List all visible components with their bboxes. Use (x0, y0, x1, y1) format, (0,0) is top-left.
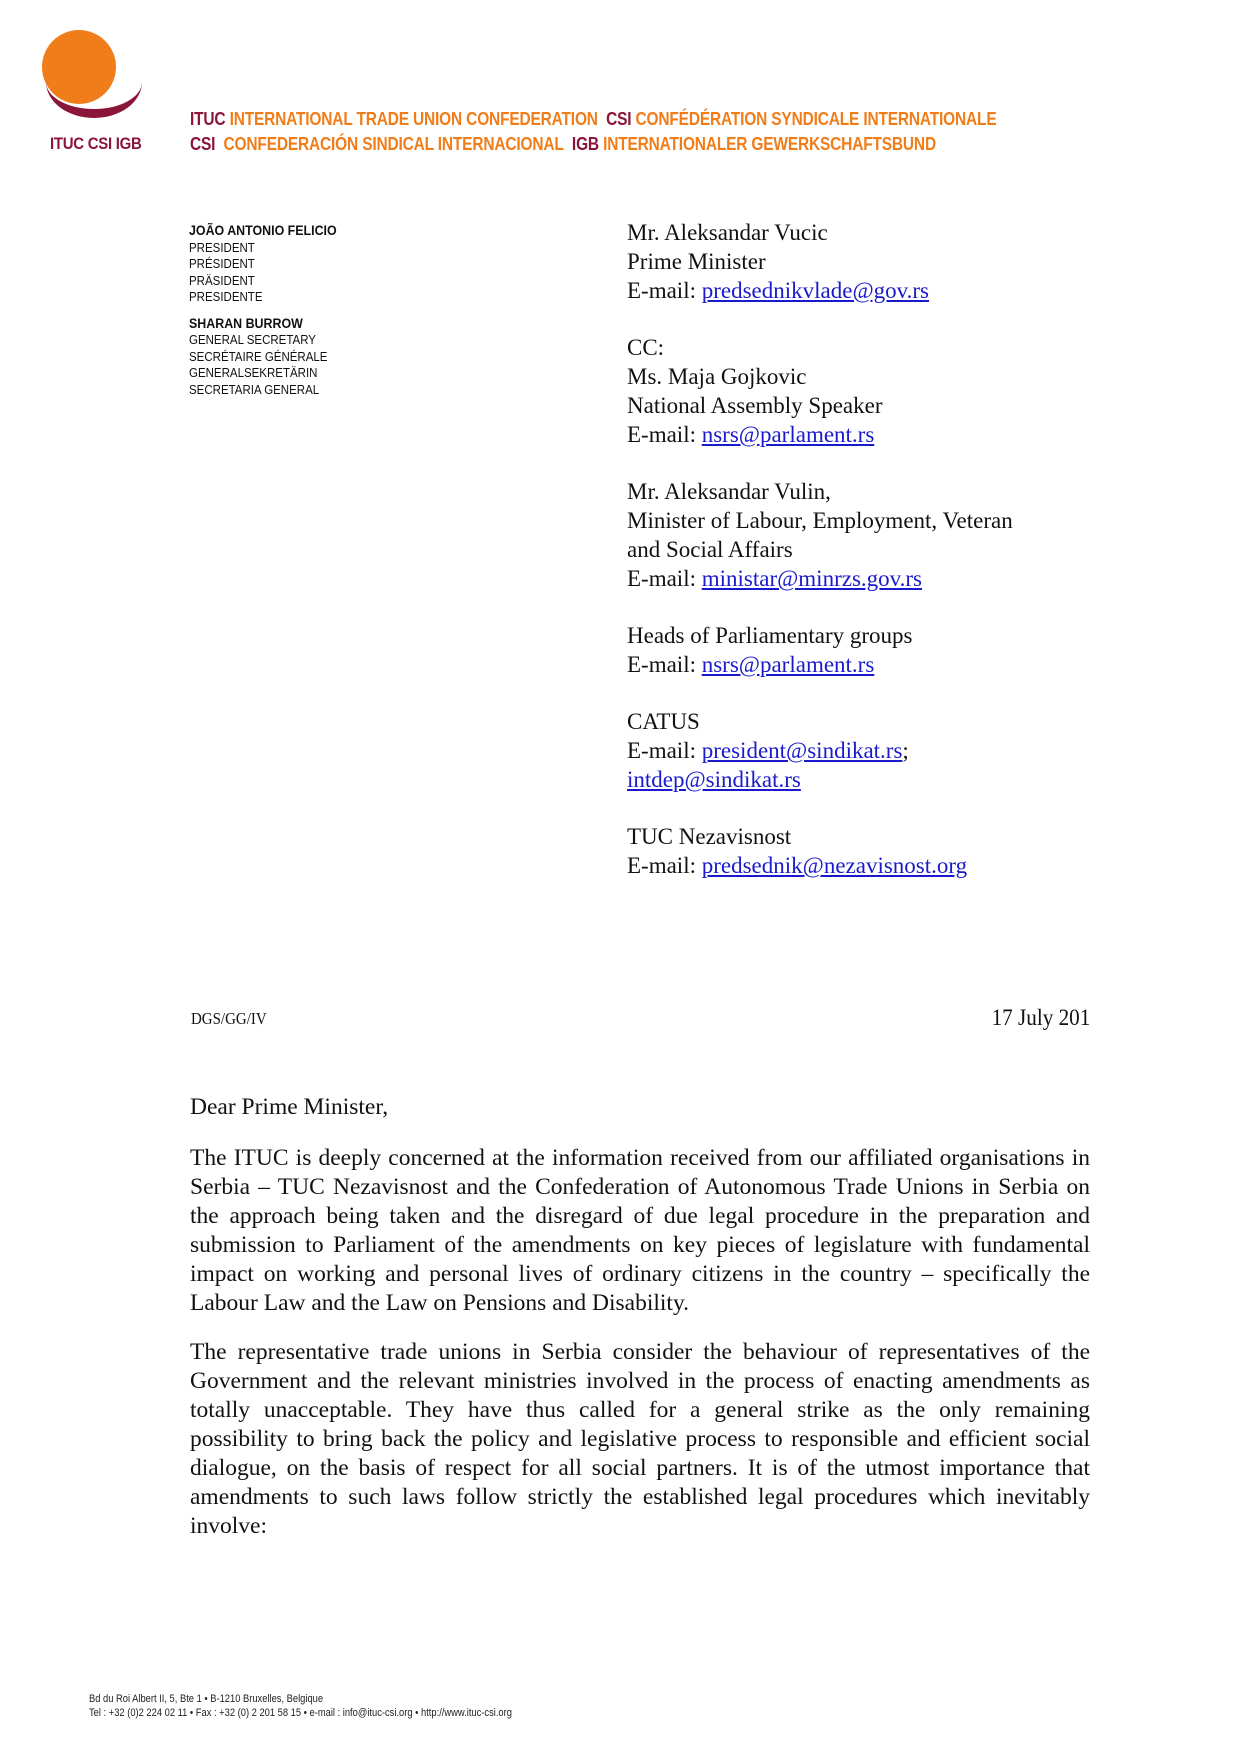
officer-title: PRESIDENTE (189, 290, 263, 304)
recipient-email-line (627, 564, 1013, 593)
footer-address: Bd du Roi Albert II, 5, Bte 1 • B-1210 Bruxelles, Belgique (89, 1693, 324, 1705)
recipient-line: and Social Affairs (627, 537, 793, 562)
recipient-email-line (627, 765, 1013, 794)
recipient-line: National Assembly Speaker (627, 393, 883, 418)
email-link[interactable]: predsednikvlade@gov.rs (701, 278, 930, 303)
ituc-logo (36, 26, 156, 156)
footer-contact: Tel : +32 (0)2 224 02 11 • Fax : +32 (0) 2 201 58 15 • e-mail : info@ituc-csi.org • http://www.ituc-csi.org (89, 1707, 512, 1719)
email-label: E-mail: (627, 422, 702, 447)
banner-name: INTERNATIONAL TRADE UNION CONFEDERATION (229, 109, 598, 129)
recipient-catus (627, 707, 1013, 794)
letter-date: 17 July 201 (991, 1005, 1090, 1030)
recipient-line: Mr. Aleksandar Vulin, (627, 479, 831, 504)
logo-text: ITUC CSI IGB (50, 134, 142, 153)
officer-president (189, 223, 350, 306)
email-label: E-mail: (627, 652, 702, 677)
logo-arc-icon (46, 82, 142, 118)
officers-list (189, 223, 350, 408)
recipient-speaker (627, 333, 1013, 449)
letterhead-banner (190, 107, 996, 157)
email-link[interactable]: president@sindikat.rs (701, 738, 903, 763)
email-label: E-mail: (627, 278, 702, 303)
banner-line-2 (190, 132, 996, 157)
email-link[interactable]: predsednik@nezavisnost.org (701, 853, 968, 878)
recipient-prime-minister (627, 218, 1013, 305)
email-link[interactable]: intdep@sindikat.rs (627, 767, 801, 792)
recipient-line: TUC Nezavisnost (627, 824, 792, 849)
banner-abbr: CSI (606, 109, 632, 129)
body-paragraph: The representative trade unions in Serbia consider the behaviour of representatives of the Government and the relevant ministries involved in the process of enacting amendments as totally unacceptable. They have thus called for a general strike as the only remaining possibility to bring back the policy and legislative process to responsible and efficient social dialogue, on the basis of respect for all social partners. It is of the utmost importance that amendments to such laws follow strictly the established legal procedures which inevitably involve: (190, 1339, 1090, 1539)
salutation: Dear Prime Minister, (190, 1094, 389, 1120)
banner-abbr: IGB (571, 134, 599, 154)
email-label: E-mail: (627, 738, 702, 763)
banner-abbr: CSI (190, 134, 216, 154)
officer-name: SHARAN BURROW (189, 315, 303, 331)
officer-title: PRÄSIDENT (189, 273, 255, 288)
recipient-email-line (627, 650, 1013, 679)
recipient-email-line: E-mail: president@sindikat.rs; (627, 738, 909, 763)
recipient-tuc-nezavisnost (627, 822, 1013, 880)
email-link[interactable]: nsrs@parlament.rs (701, 652, 875, 677)
recipient-email-line (627, 276, 1013, 305)
email-link[interactable]: ministar@minrzs.gov.rs (701, 566, 923, 591)
banner-name: INTERNATIONALER GEWERKSCHAFTSBUND (603, 134, 936, 154)
letter-body (190, 1093, 1090, 1561)
banner-name: CONFEDERACIÓN SINDICAL INTERNACIONAL (223, 134, 564, 154)
email-link[interactable]: nsrs@parlament.rs (701, 422, 875, 447)
officer-title: GENERALSEKRETÄRIN (189, 366, 318, 380)
recipient-line: Prime Minister (627, 249, 766, 274)
officer-name: JOÃO ANTONIO FELICIO (189, 223, 337, 238)
officer-title: SECRÉTAIRE GÉNÉRALE (189, 349, 328, 364)
email-label: E-mail: (627, 853, 702, 878)
banner-name: CONFÉDÉRATION SYNDICALE INTERNATIONALE (635, 109, 997, 129)
officer-title: PRÉSIDENT (189, 257, 255, 271)
recipient-line: Mr. Aleksandar Vucic (627, 220, 828, 245)
footer (89, 1692, 512, 1720)
recipient-line: CATUS (627, 709, 700, 734)
recipient-line: CC: (627, 335, 665, 360)
reference-code: DGS/GG/IV (191, 1009, 267, 1028)
recipient-labour-minister (627, 477, 1013, 593)
recipient-line: Minister of Labour, Employment, Veteran (627, 508, 1013, 533)
recipient-email-line (627, 851, 1013, 880)
recipient-email-line (627, 420, 1013, 449)
recipient-line: Heads of Parliamentary groups (627, 623, 913, 648)
officer-general-secretary (189, 316, 350, 399)
recipients-list (627, 218, 1013, 908)
officer-title: GENERAL SECRETARY (189, 333, 316, 347)
officer-title: PRESIDENT (189, 240, 255, 255)
banner-line-1 (190, 107, 996, 132)
recipient-line: Ms. Maja Gojkovic (627, 364, 807, 389)
banner-abbr: ITUC (190, 109, 226, 129)
officer-title: SECRETARIA GENERAL (189, 382, 320, 397)
recipient-parliamentary-groups (627, 621, 1013, 679)
email-label: E-mail: (627, 566, 702, 591)
body-paragraph: The ITUC is deeply concerned at the information received from our affiliated organisations in Serbia – TUC Nezavisnost and the Confederation of Autonomous Trade Unions in Serbia on the approach being taken and the disregard of due legal procedure in the preparation and submission to Parliament of the amendments on key pieces of legislature with fundamental impact on working and personal lives of ordinary citizens in the country – specifically the Labour Law and the Law on Pensions and Disability. (190, 1145, 1090, 1316)
